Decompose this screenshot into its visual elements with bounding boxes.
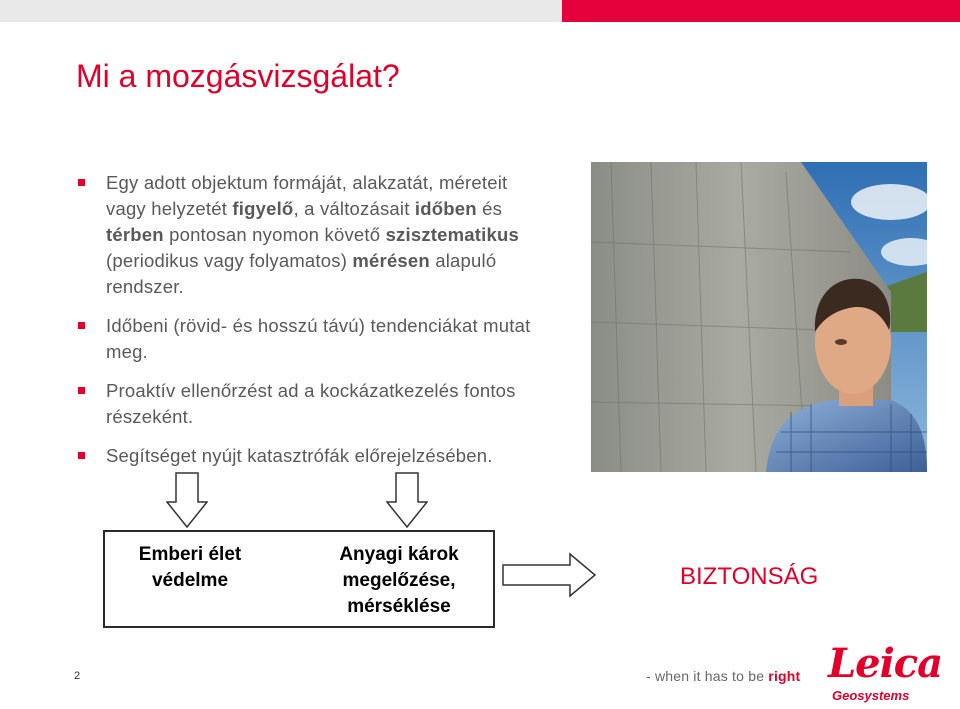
logo-subtitle: Geosystems bbox=[832, 688, 910, 703]
tagline bbox=[646, 668, 800, 684]
bullet-marker-icon bbox=[78, 387, 85, 394]
bullet-list bbox=[74, 170, 544, 469]
bullet-text bbox=[106, 380, 516, 427]
result-label: BIZTONSÁG bbox=[680, 563, 819, 590]
right-arrow-icon bbox=[502, 552, 596, 598]
bullet-segment: pontosan nyomon követő bbox=[163, 224, 386, 245]
bullet-item bbox=[74, 443, 544, 469]
bullet-item bbox=[74, 313, 544, 365]
tagline-emphasis: right bbox=[768, 668, 801, 684]
bullet-text bbox=[106, 315, 530, 362]
box-right-text: Anyagi károk megelőzése, mérséklése bbox=[339, 544, 459, 617]
photo-illustration bbox=[591, 162, 927, 472]
page-number: 2 bbox=[74, 670, 81, 682]
tagline-prefix: - when it has to be bbox=[646, 668, 769, 684]
bullet-segment: , a változásait bbox=[293, 198, 415, 219]
bullet-segment: és bbox=[476, 198, 503, 219]
slide-title: Mi a mozgásvizsgálat? bbox=[76, 58, 400, 94]
bullet-emphasis: mérésen bbox=[352, 250, 430, 271]
bullet-segment: Proaktív ellenőrzést ad a kockázatkezelés fontos részeként. bbox=[106, 380, 516, 427]
bullet-item bbox=[74, 378, 544, 430]
bullet-emphasis: időben bbox=[414, 198, 477, 219]
down-arrow-icon bbox=[386, 472, 428, 528]
top-bar-red bbox=[562, 0, 960, 22]
bullet-segment: Időbeni (rövid- és hosszú távú) tendenciákat mutat meg. bbox=[106, 315, 531, 362]
bullet-emphasis: térben bbox=[106, 224, 164, 245]
top-bar-gray bbox=[0, 0, 562, 22]
down-arrow-icon bbox=[166, 472, 208, 528]
bullet-item bbox=[74, 170, 544, 300]
bullet-segment: Egy adott objektum formáját, alakzatát, méreteit vagy helyzetét bbox=[106, 172, 508, 219]
logo-wordmark: Leica bbox=[828, 640, 943, 687]
leica-logo bbox=[822, 640, 943, 706]
bullet-marker-icon bbox=[78, 452, 85, 459]
box-left-text: Emberi élet védelme bbox=[138, 544, 242, 591]
bullet-marker-icon bbox=[78, 179, 85, 186]
bullet-segment: (periodikus vagy folyamatos) bbox=[106, 250, 353, 271]
bullet-marker-icon bbox=[78, 322, 85, 329]
bullet-text bbox=[106, 172, 519, 297]
bullet-emphasis: figyelő bbox=[232, 198, 294, 219]
dam-engineer-photo bbox=[591, 162, 927, 472]
bullet-segment: Segítséget nyújt katasztrófák előrejelzésében. bbox=[106, 445, 493, 466]
bullet-segment: alapuló rendszer. bbox=[106, 250, 497, 297]
bullet-text bbox=[106, 445, 493, 466]
bullet-emphasis: szisztematikus bbox=[385, 224, 519, 245]
outcome-box bbox=[103, 530, 495, 628]
